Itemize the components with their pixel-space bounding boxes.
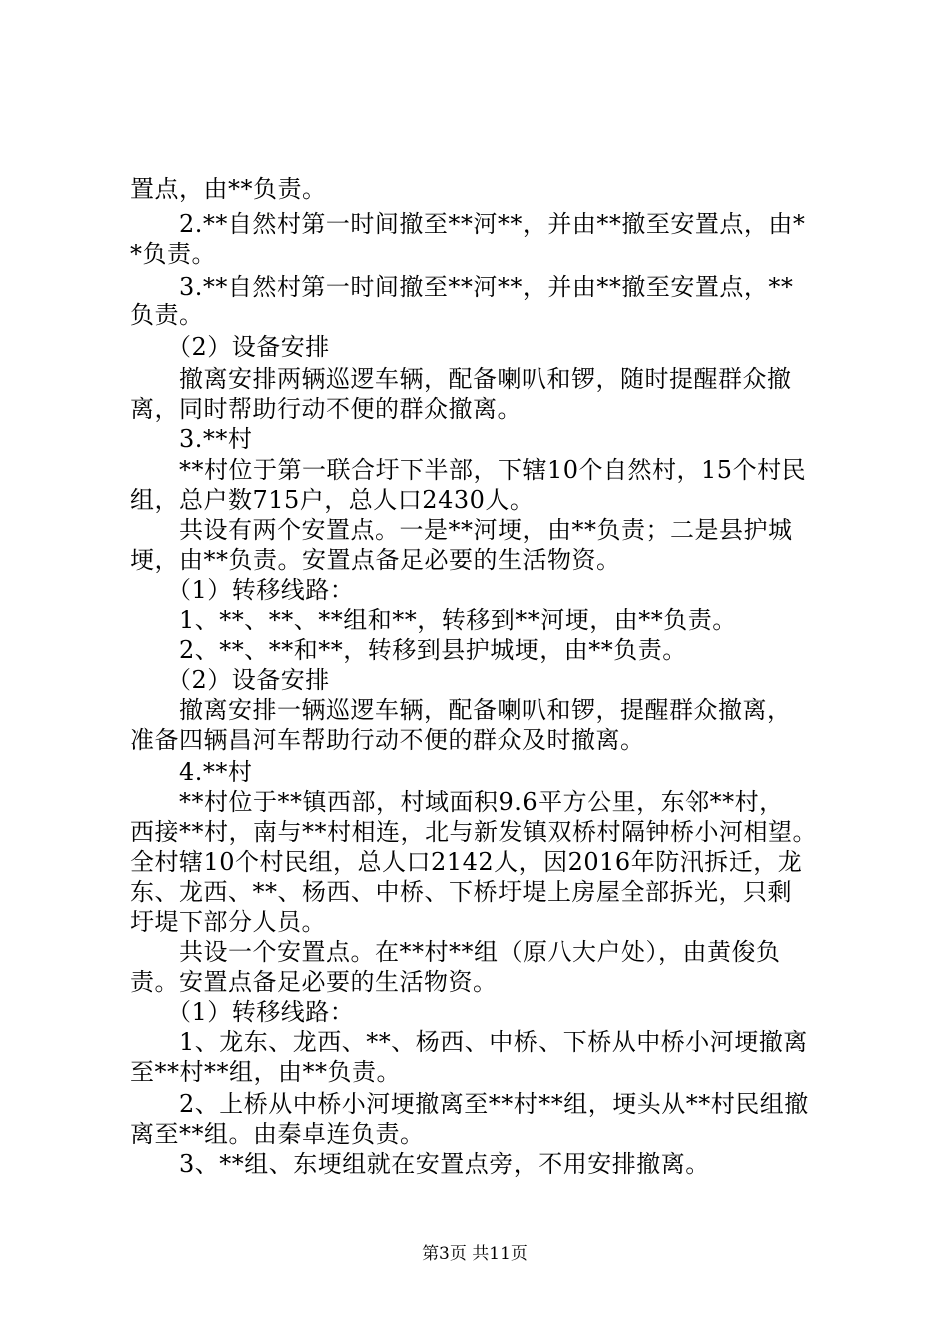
- text-line-23: 全村辖10个村民组，总人口2142人，因2016年防汛拆迁，龙: [130, 848, 803, 876]
- text-line-4: 3.**自然村第一时间撤至**河**，并由**撤至安置点，**: [130, 273, 794, 301]
- text-line-32: 离至**组。由秦卓连负责。: [130, 1120, 425, 1148]
- text-line-33: 3、**组、东埂组就在安置点旁，不用安排撤离。: [130, 1150, 710, 1178]
- text-line-17: （2）设备安排: [130, 666, 330, 694]
- text-line-20: 4.**村: [130, 758, 253, 786]
- text-line-28: （1）转移线路：: [130, 998, 355, 1026]
- text-line-12: 共设有两个安置点。一是**河埂，由**负责；二是县护城: [130, 516, 793, 544]
- text-line-22: 西接**村，南与**村相连，北与新发镇双桥村隔钟桥小河相望。: [130, 818, 817, 846]
- text-line-25: 圩堤下部分人员。: [130, 908, 326, 936]
- text-line-5: 负责。: [130, 301, 204, 329]
- text-line-30: 至**村**组，由**负责。: [130, 1058, 401, 1086]
- text-line-29: 1、龙东、龙西、**、杨西、中桥、下桥从中桥小河埂撤离: [130, 1028, 808, 1056]
- text-line-9: 3.**村: [130, 425, 253, 453]
- text-line-15: 1、**、**、**组和**，转移到**河埂，由**负责。: [130, 606, 737, 634]
- text-line-6: （2）设备安排: [130, 333, 330, 361]
- text-line-31: 2、上桥从中桥小河埂撤离至**村**组，埂头从**村民组撤: [130, 1090, 809, 1118]
- text-line-24: 东、龙西、**、杨西、中桥、下桥圩堤上房屋全部拆光，只剩: [130, 878, 792, 906]
- text-line-16: 2、**、**和**，转移到县护城埂，由**负责。: [130, 636, 687, 664]
- text-line-7: 撤离安排两辆巡逻车辆，配备喇叭和锣，随时提醒群众撤: [130, 365, 792, 393]
- text-line-2: 2.**自然村第一时间撤至**河**，并由**撤至安置点，由*: [130, 210, 806, 238]
- text-line-1: 置点，由**负责。: [130, 175, 327, 203]
- page-footer: 第3页 共11页: [422, 1244, 528, 1264]
- text-line-21: **村位于**镇西部，村域面积9.6平方公里，东邻**村，: [130, 788, 784, 816]
- text-line-18: 撤离安排一辆巡逻车辆，配备喇叭和锣，提醒群众撤离，: [130, 696, 792, 724]
- text-line-11: 组，总户数715户，总人口2430人。: [130, 486, 535, 514]
- text-line-8: 离，同时帮助行动不便的群众撤离。: [130, 395, 522, 423]
- text-line-26: 共设一个安置点。在**村**组（原八大户处），由黄俊负: [130, 938, 781, 966]
- text-line-27: 责。安置点备足必要的生活物资。: [130, 968, 498, 996]
- text-line-14: （1）转移线路：: [130, 576, 355, 604]
- text-line-19: 准备四辆昌河车帮助行动不便的群众及时撤离。: [130, 726, 645, 754]
- text-line-3: *负责。: [130, 240, 216, 268]
- text-line-10: **村位于第一联合圩下半部，下辖10个自然村，15个村民: [130, 456, 807, 484]
- text-line-13: 埂，由**负责。安置点备足必要的生活物资。: [130, 546, 621, 574]
